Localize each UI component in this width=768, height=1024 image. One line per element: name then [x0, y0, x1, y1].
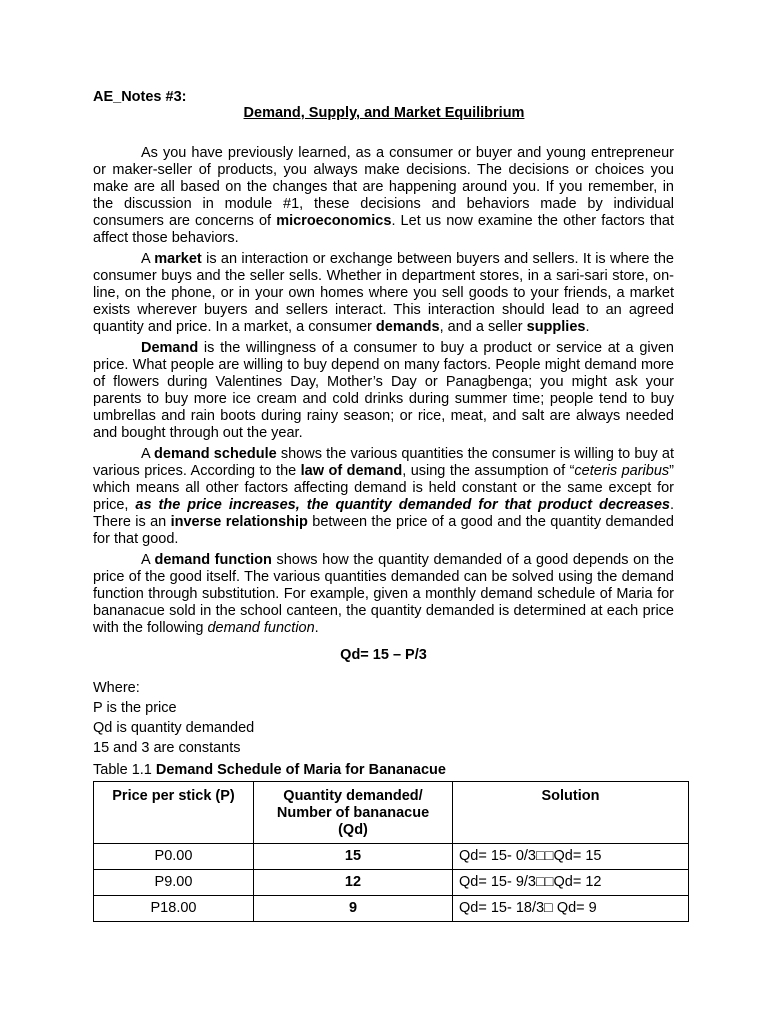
cell-solution: Qd= 15- 0/3□□Qd= 15 [453, 844, 689, 870]
term-demand-function-italic: demand function [207, 620, 315, 636]
term-demand-schedule: demand schedule [154, 446, 277, 462]
where-line-quantity: Qd is quantity demanded [93, 720, 255, 736]
term-ceteris-paribus: ceteris paribus [574, 463, 670, 479]
table-row [94, 844, 689, 870]
header-quantity: Quantity demanded/ Number of bananacue (Qd) [254, 782, 453, 844]
table-row [94, 870, 689, 896]
paragraph-demand: Demand is the willingness of a consumer to buy a product or service at a given price. What people are willing to buy depend on many factors. People might demand more of flowers during Valentines Day, Mother’s Day or Panagbenga; you might ask your parents to buy more ice cream and cold drinks during summer time; people tend to buy umbrellas and rain boots during rainy season; or rice, meat, and salt are always needed and bought through out the year. [93, 340, 674, 441]
paragraph-market: A market is an interaction or exchange between buyers and sellers. It is where the consumer buys and the seller sells. Whether in department stores, in a sari-sari store, on-line, on the phone, or in your own homes where you sell goods to your friends, a market exists wherever buyers and sellers interact. This interaction should lead to an agreed quantity and price. In a market, a consumer demands, and a seller supplies. [93, 251, 674, 335]
law-statement: as the price increases, the quantity demanded for that product decreases [135, 497, 670, 513]
cell-solution: Qd= 15- 18/3□ Qd= 9 [453, 896, 689, 922]
demand-formula: Qd= 15 – P/3 [340, 647, 427, 663]
demand-schedule-table [93, 781, 689, 922]
cell-price: P0.00 [94, 844, 254, 870]
table-caption: Table 1.1 Demand Schedule of Maria for Bananacue [93, 762, 446, 778]
cell-price: P9.00 [94, 870, 254, 896]
cell-quantity: 9 [254, 896, 453, 922]
header-price: Price per stick (P) [94, 782, 254, 844]
term-demands: demands [375, 319, 440, 335]
table-header-row [94, 782, 689, 844]
where-line-price: P is the price [93, 700, 177, 716]
cell-quantity: 15 [254, 844, 453, 870]
where-heading: Where: [93, 680, 140, 696]
cell-solution: Qd= 15- 9/3□□Qd= 12 [453, 870, 689, 896]
term-microeconomics: microeconomics [276, 213, 392, 229]
where-line-constants: 15 and 3 are constants [93, 740, 241, 756]
term-inverse-relationship: inverse relationship [170, 514, 308, 530]
term-demand: Demand [141, 340, 199, 356]
document-title: Demand, Supply, and Market Equilibrium [243, 105, 525, 121]
term-law-of-demand: law of demand [300, 463, 403, 479]
notes-label: AE_Notes #3: [93, 89, 187, 105]
term-market: market [154, 251, 202, 267]
term-supplies: supplies [526, 319, 586, 335]
cell-quantity: 12 [254, 870, 453, 896]
paragraph-demand-function: A demand function shows how the quantity demanded of a good depends on the price of the good itself. The various quantities demanded can be solved using the demand function through substitution. For example, given a monthly demand schedule of Maria for bananacue sold in the school canteen, the quantity demanded is determined at each price with the following demand function. [93, 552, 674, 636]
table-caption-title: Demand Schedule of Maria for Bananacue [155, 762, 446, 778]
table-row [94, 896, 689, 922]
paragraph-intro: As you have previously learned, as a consumer or buyer and young entrepreneur or maker-seller of products, you always make decisions. The decisions or choices you make are all based on the changes that are happening around you. If you remember, in the discussion in module #1, these decisions and behaviors made by individual consumers are concerns of microeconomics. Let us now examine the other factors that affect those behaviors. [93, 145, 674, 246]
cell-price: P18.00 [94, 896, 254, 922]
term-demand-function: demand function [154, 552, 272, 568]
paragraph-demand-schedule: A demand schedule shows the various quantities the consumer is willing to buy at various prices. According to the law of demand, using the assumption of “ceteris paribus” which means all other factors affecting demand is held constant or the same except for price, as the price increases, the quantity demanded for that product decreases. There is an inverse relationship between the price of a good and the quantity demanded for that good. [93, 446, 674, 547]
header-solution: Solution [453, 782, 689, 844]
body-text [93, 145, 674, 922]
